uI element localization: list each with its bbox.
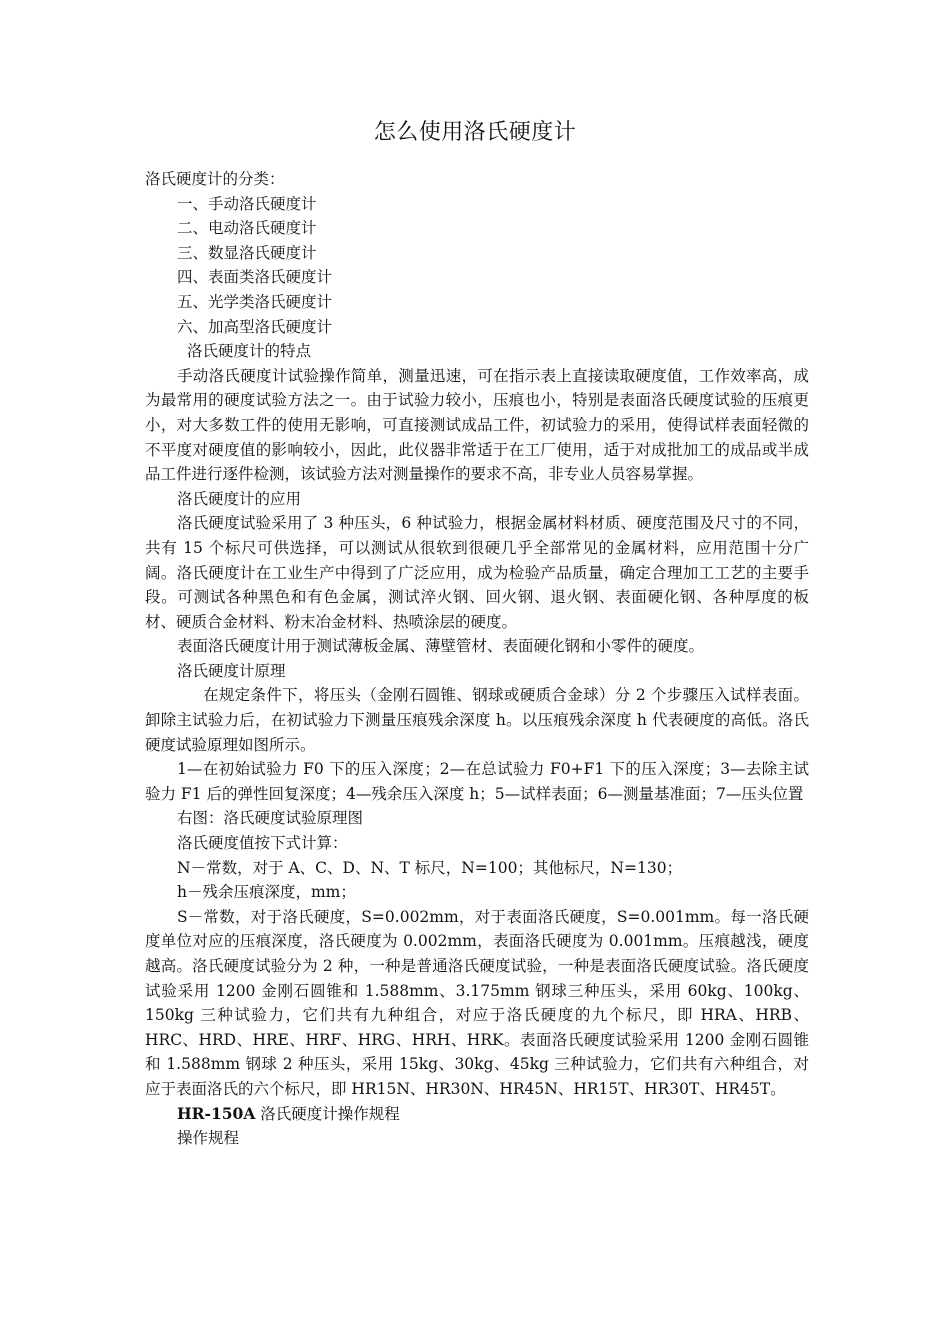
- s-definition: S－常数，对于洛氏硬度，S=0.002mm，对于表面洛氏硬度，S=0.001mm。每一洛氏硬度单位对应的压痕深度，洛氏硬度为 0.002mm，表面洛氏硬度为 0.001mm。压痕越浅，硬度越高。洛氏硬度试验分为 2 种，一种是普通洛氏硬度试验，一种是表面洛氏硬度试验。洛氏硬度试验采用 1200 金刚石圆锥和 1.588mm、3.175mm 钢球三种压头，采用 60kg、100kg、150kg 三种试验力，它们共有九种组合，对应于洛氏硬度的九个标尺，即 HRA、HRB、HRC、HRD、HRE、HRF、HRG、HRH、HRK。表面洛氏硬度试验采用 1200 金刚石圆锥和 1.588mm 钢球 2 种压头，采用 15kg、30kg、45kg 三种试验力，它们共有六种组合，对应于表面洛氏的六个标尺，即 HR15N、HR30N、HR45N、HR15T、HR30T、HR45T。: [145, 907, 809, 1098]
- figure-legend: 1—在初始试验力 F0 下的压入深度；2—在总试验力 F0+F1 下的压入深度；3—去除主试验力 F1 后的弹性回复深度；4—残余压入深度 h；5—试样表面；6—测量基准面；7—压头位置: [145, 760, 809, 803]
- classification-item-3: 三、数显洛氏硬度计: [177, 243, 317, 262]
- classification-item-1: 一、手动洛氏硬度计: [177, 194, 317, 213]
- document-title: 怎么使用洛氏硬度计: [373, 120, 577, 145]
- principle-heading: 洛氏硬度计原理: [177, 661, 286, 680]
- procedure-title: [145, 1102, 809, 1127]
- features-paragraph: 手动洛氏硬度计试验操作简单，测量迅速，可在指示表上直接读取硬度值，工作效率高，成为最常用的硬度试验方法之一。由于试验力较小，压痕也小，特别是表面洛氏硬度试验的压痕更小，对大多数工件的使用无影响，可直接测试成品工件，初试验力的采用，使得试样表面轻微的不平度对硬度值的影响较小，因此，此仪器非常适于在工厂使用，适于对成批加工的成品或半成品工件进行逐件检测，该试验方法对测量操作的要求不高，非专业人员容易掌握。: [145, 366, 809, 484]
- procedure-title-text: 洛氏硬度计操作规程: [255, 1104, 400, 1123]
- document-body: [145, 167, 809, 1151]
- application-heading: 洛氏硬度计的应用: [177, 489, 302, 508]
- procedure-subheading: 操作规程: [177, 1129, 240, 1148]
- application-paragraph: 洛氏硬度试验采用了 3 种压头，6 种试验力，根据金属材料材质、硬度范围及尺寸的不同，共有 15 个标尺可供选择，可以测试从很软到很硬几乎全部常见的金属材料，应用范围十分广阔。洛氏硬度计在工业生产中得到了广泛应用，成为检验产品质量，确定合理加工工艺的主要手段。可测试各种黑色和有色金属，测试淬火钢、回火钢、退火钢、表面硬化钢、各种厚度的板材、硬质合金材料、粉末冶金材料、热喷涂层的硬度。: [145, 514, 809, 631]
- classification-item-2: 二、电动洛氏硬度计: [177, 219, 317, 238]
- calc-heading: 洛氏硬度值按下式计算：: [177, 834, 348, 853]
- figure-caption: 右图：洛氏硬度试验原理图: [177, 809, 364, 828]
- principle-paragraph: 在规定条件下，将压头（金刚石圆锥、钢球或硬质合金球）分 2 个步骤压入试样表面。卸除主试验力后，在初试验力下测量压痕残余深度 h。以压痕残余深度 h 代表硬度的高低。洛氏硬度试验原理如图所示。: [145, 686, 809, 754]
- features-heading: 洛氏硬度计的特点: [187, 342, 312, 361]
- procedure-model: HR-150A: [177, 1103, 256, 1123]
- classification-item-4: 四、表面类洛氏硬度计: [177, 268, 333, 287]
- n-definition: N－常数，对于 A、C、D、N、T 标尺，N=100；其他标尺，N=130；: [177, 858, 683, 877]
- h-definition: h－残余压痕深度，mm；: [177, 883, 356, 902]
- surface-paragraph: 表面洛氏硬度计用于测试薄板金属、薄壁管材、表面硬化钢和小零件的硬度。: [177, 637, 705, 656]
- classification-item-5: 五、光学类洛氏硬度计: [177, 292, 333, 311]
- classification-item-6: 六、加高型洛氏硬度计: [177, 317, 333, 336]
- classification-heading: 洛氏硬度计的分类：: [145, 170, 285, 188]
